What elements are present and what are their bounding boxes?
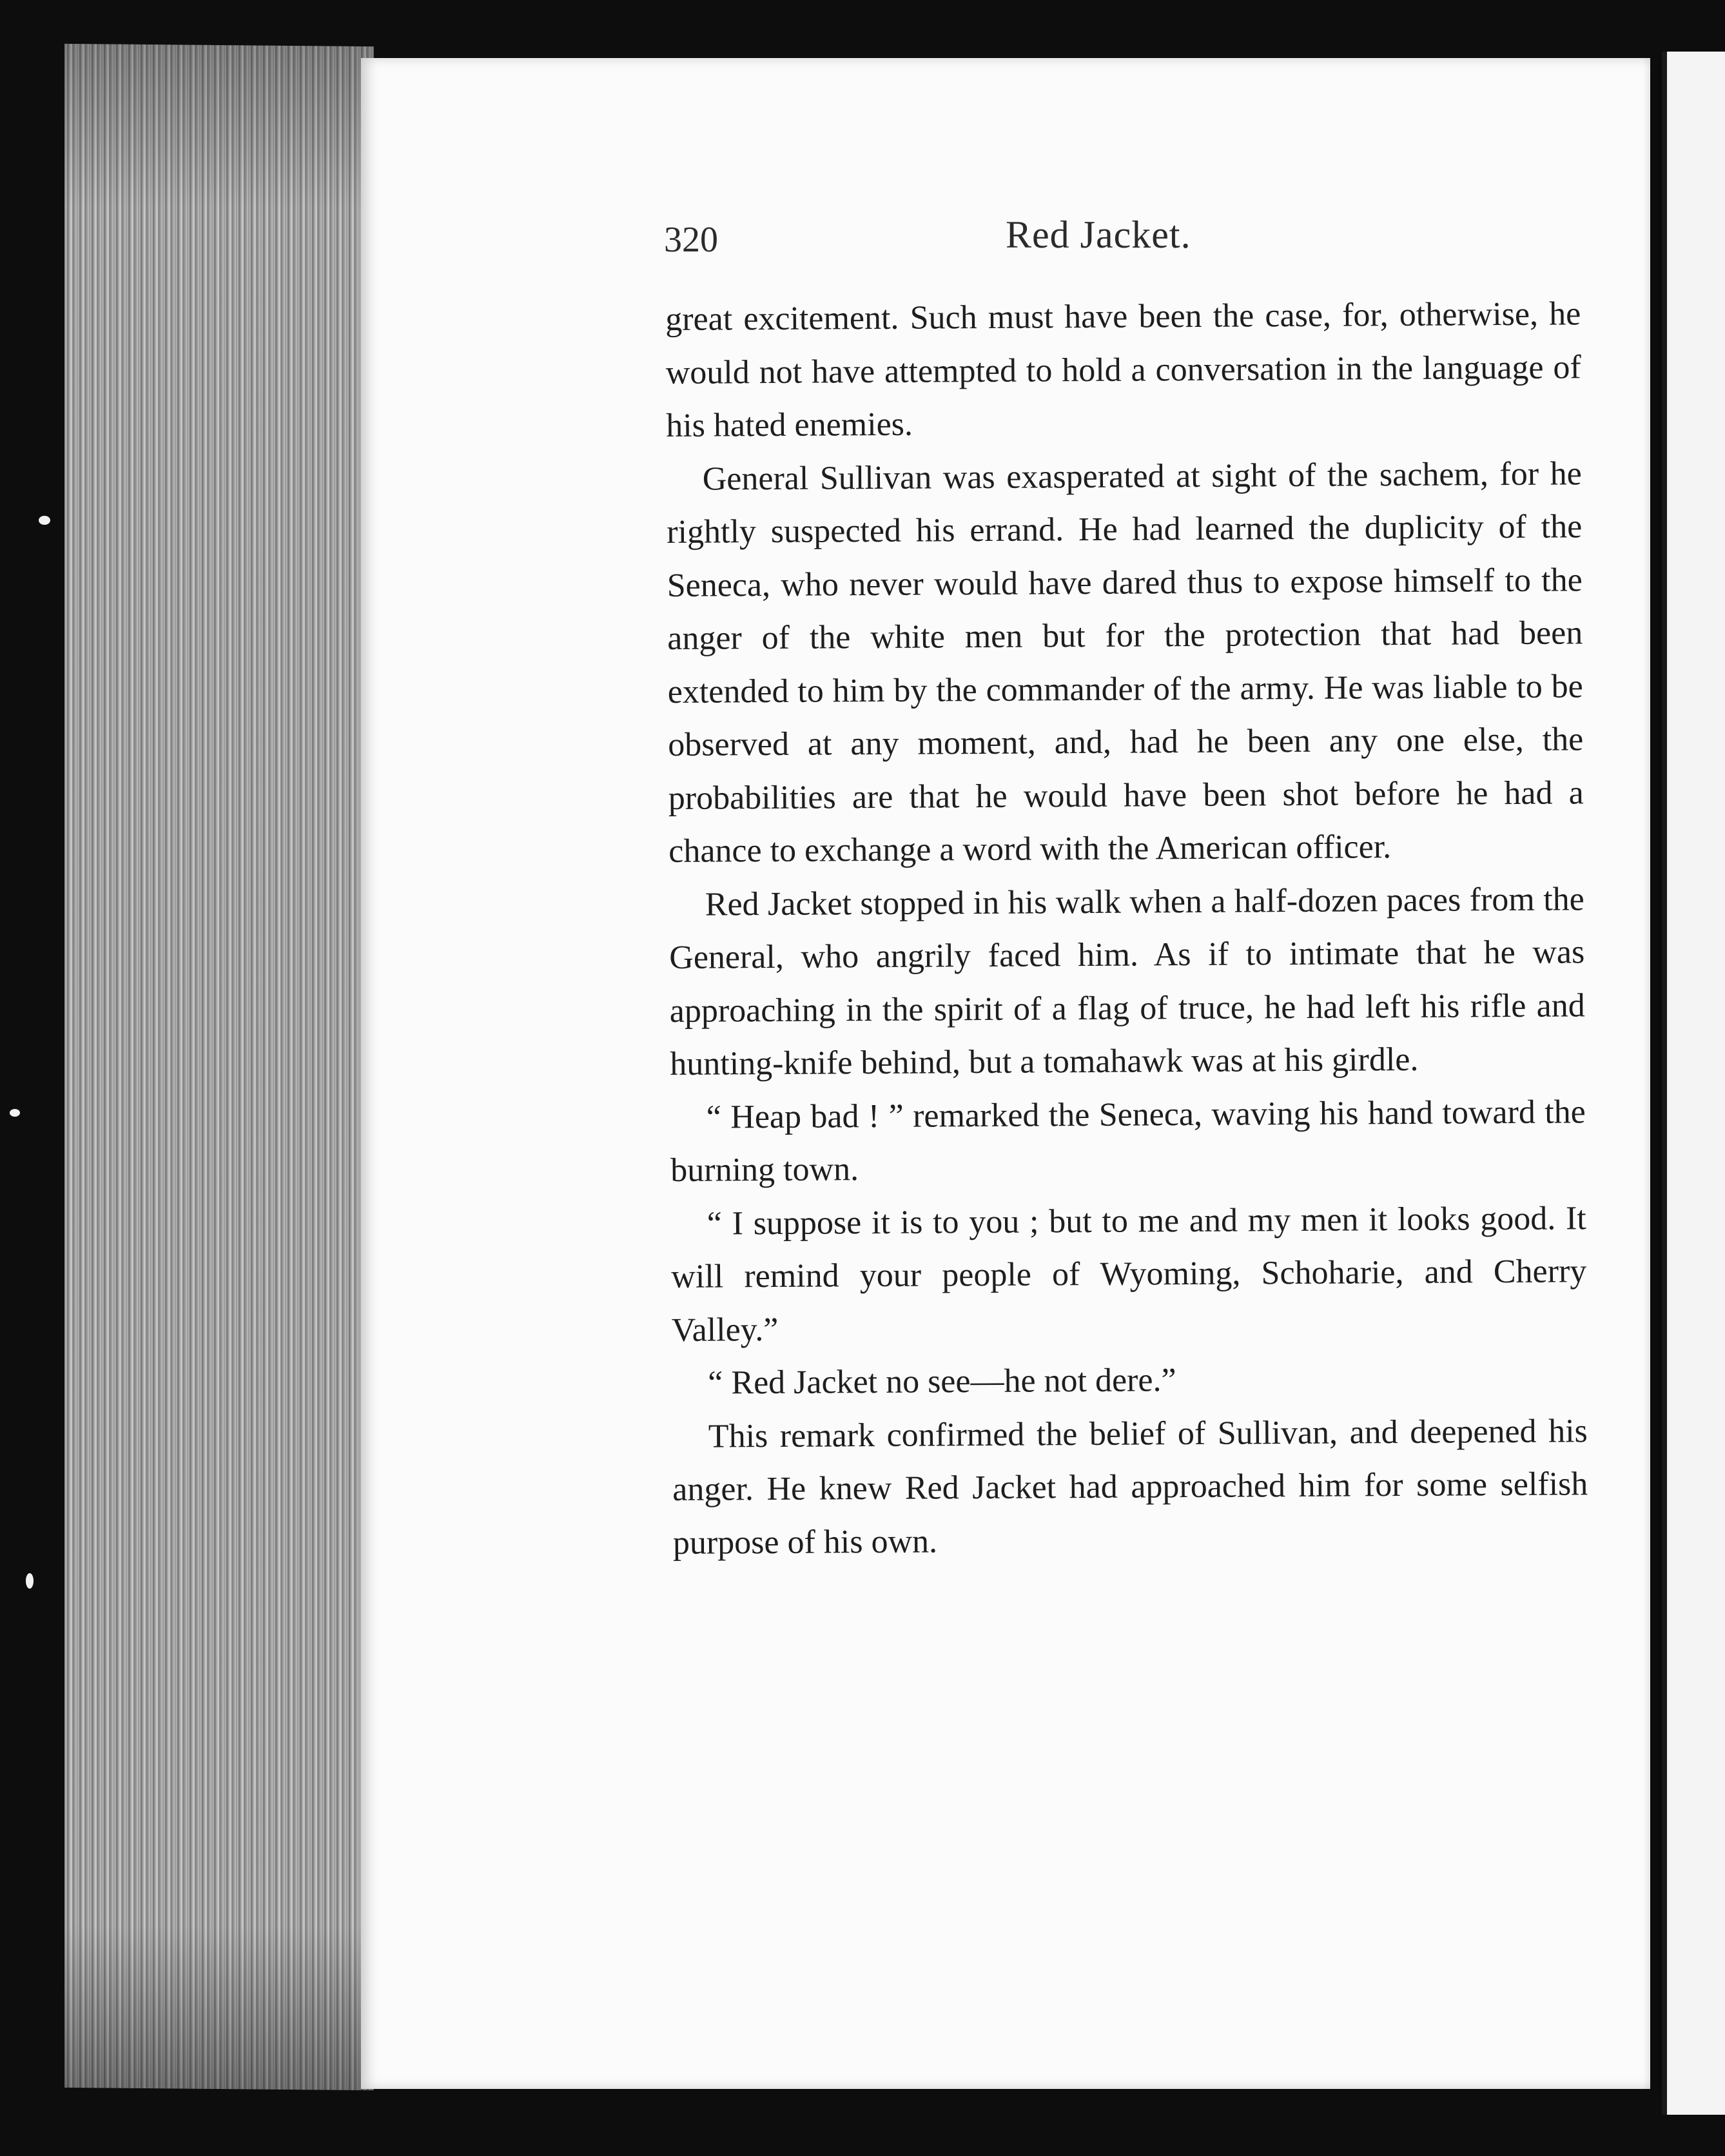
paragraph: This remark confirmed the belief of Sullivan, and deepened his anger. He knew Red Jacket had approached him for some selfish purpose of his own. — [672, 1412, 1588, 1562]
paragraph: “ Heap bad ! ” remarked the Seneca, waving his hand toward the burning town. — [670, 1093, 1586, 1189]
page-number: 320 — [664, 220, 718, 260]
gutter-shadow — [1642, 58, 1662, 2089]
facing-page-edge — [1662, 52, 1725, 2115]
paragraph: Red Jacket stopped in his walk when a half-dozen paces from the General, who angrily faced him. As if to intimate that he was approaching in the spirit of a flag of truce, he had left his rifle and hunting-knife behind, but a tomahawk was at his girdle. — [669, 880, 1585, 1083]
running-head — [664, 206, 1586, 277]
dust-speck — [26, 1573, 34, 1589]
paragraph: “ I suppose it is to you ; but to me and my men it looks good. It will remind your people of Wyoming, Schoharie, and Cherry Valley.” — [671, 1199, 1587, 1349]
paragraph: great excitement. Such must have been the case, for, otherwise, he would not have attempted to hold a conversation in the language of his hated enemies. — [665, 295, 1581, 444]
page-edges — [64, 44, 374, 2090]
paragraph: General Sullivan was exasperated at sight of the sachem, for he rightly suspected his errand. He had learned the duplicity of the Seneca, who never would have dared thus to expose himself to the anger of the white men but for the protection that had been extended to him by the commander of the army. He was liable to be observed at any moment, and, had he been any one else, the probabilities are that he would have been shot before he had a chance to exchange a word with the American officer. — [667, 455, 1584, 870]
page-title: Red Jacket. — [1006, 213, 1191, 256]
dust-speck — [39, 516, 50, 525]
body-text — [665, 288, 1588, 1570]
paragraph: “ Red Jacket no see—he not dere.” — [708, 1362, 1176, 1402]
dust-speck — [10, 1109, 20, 1117]
